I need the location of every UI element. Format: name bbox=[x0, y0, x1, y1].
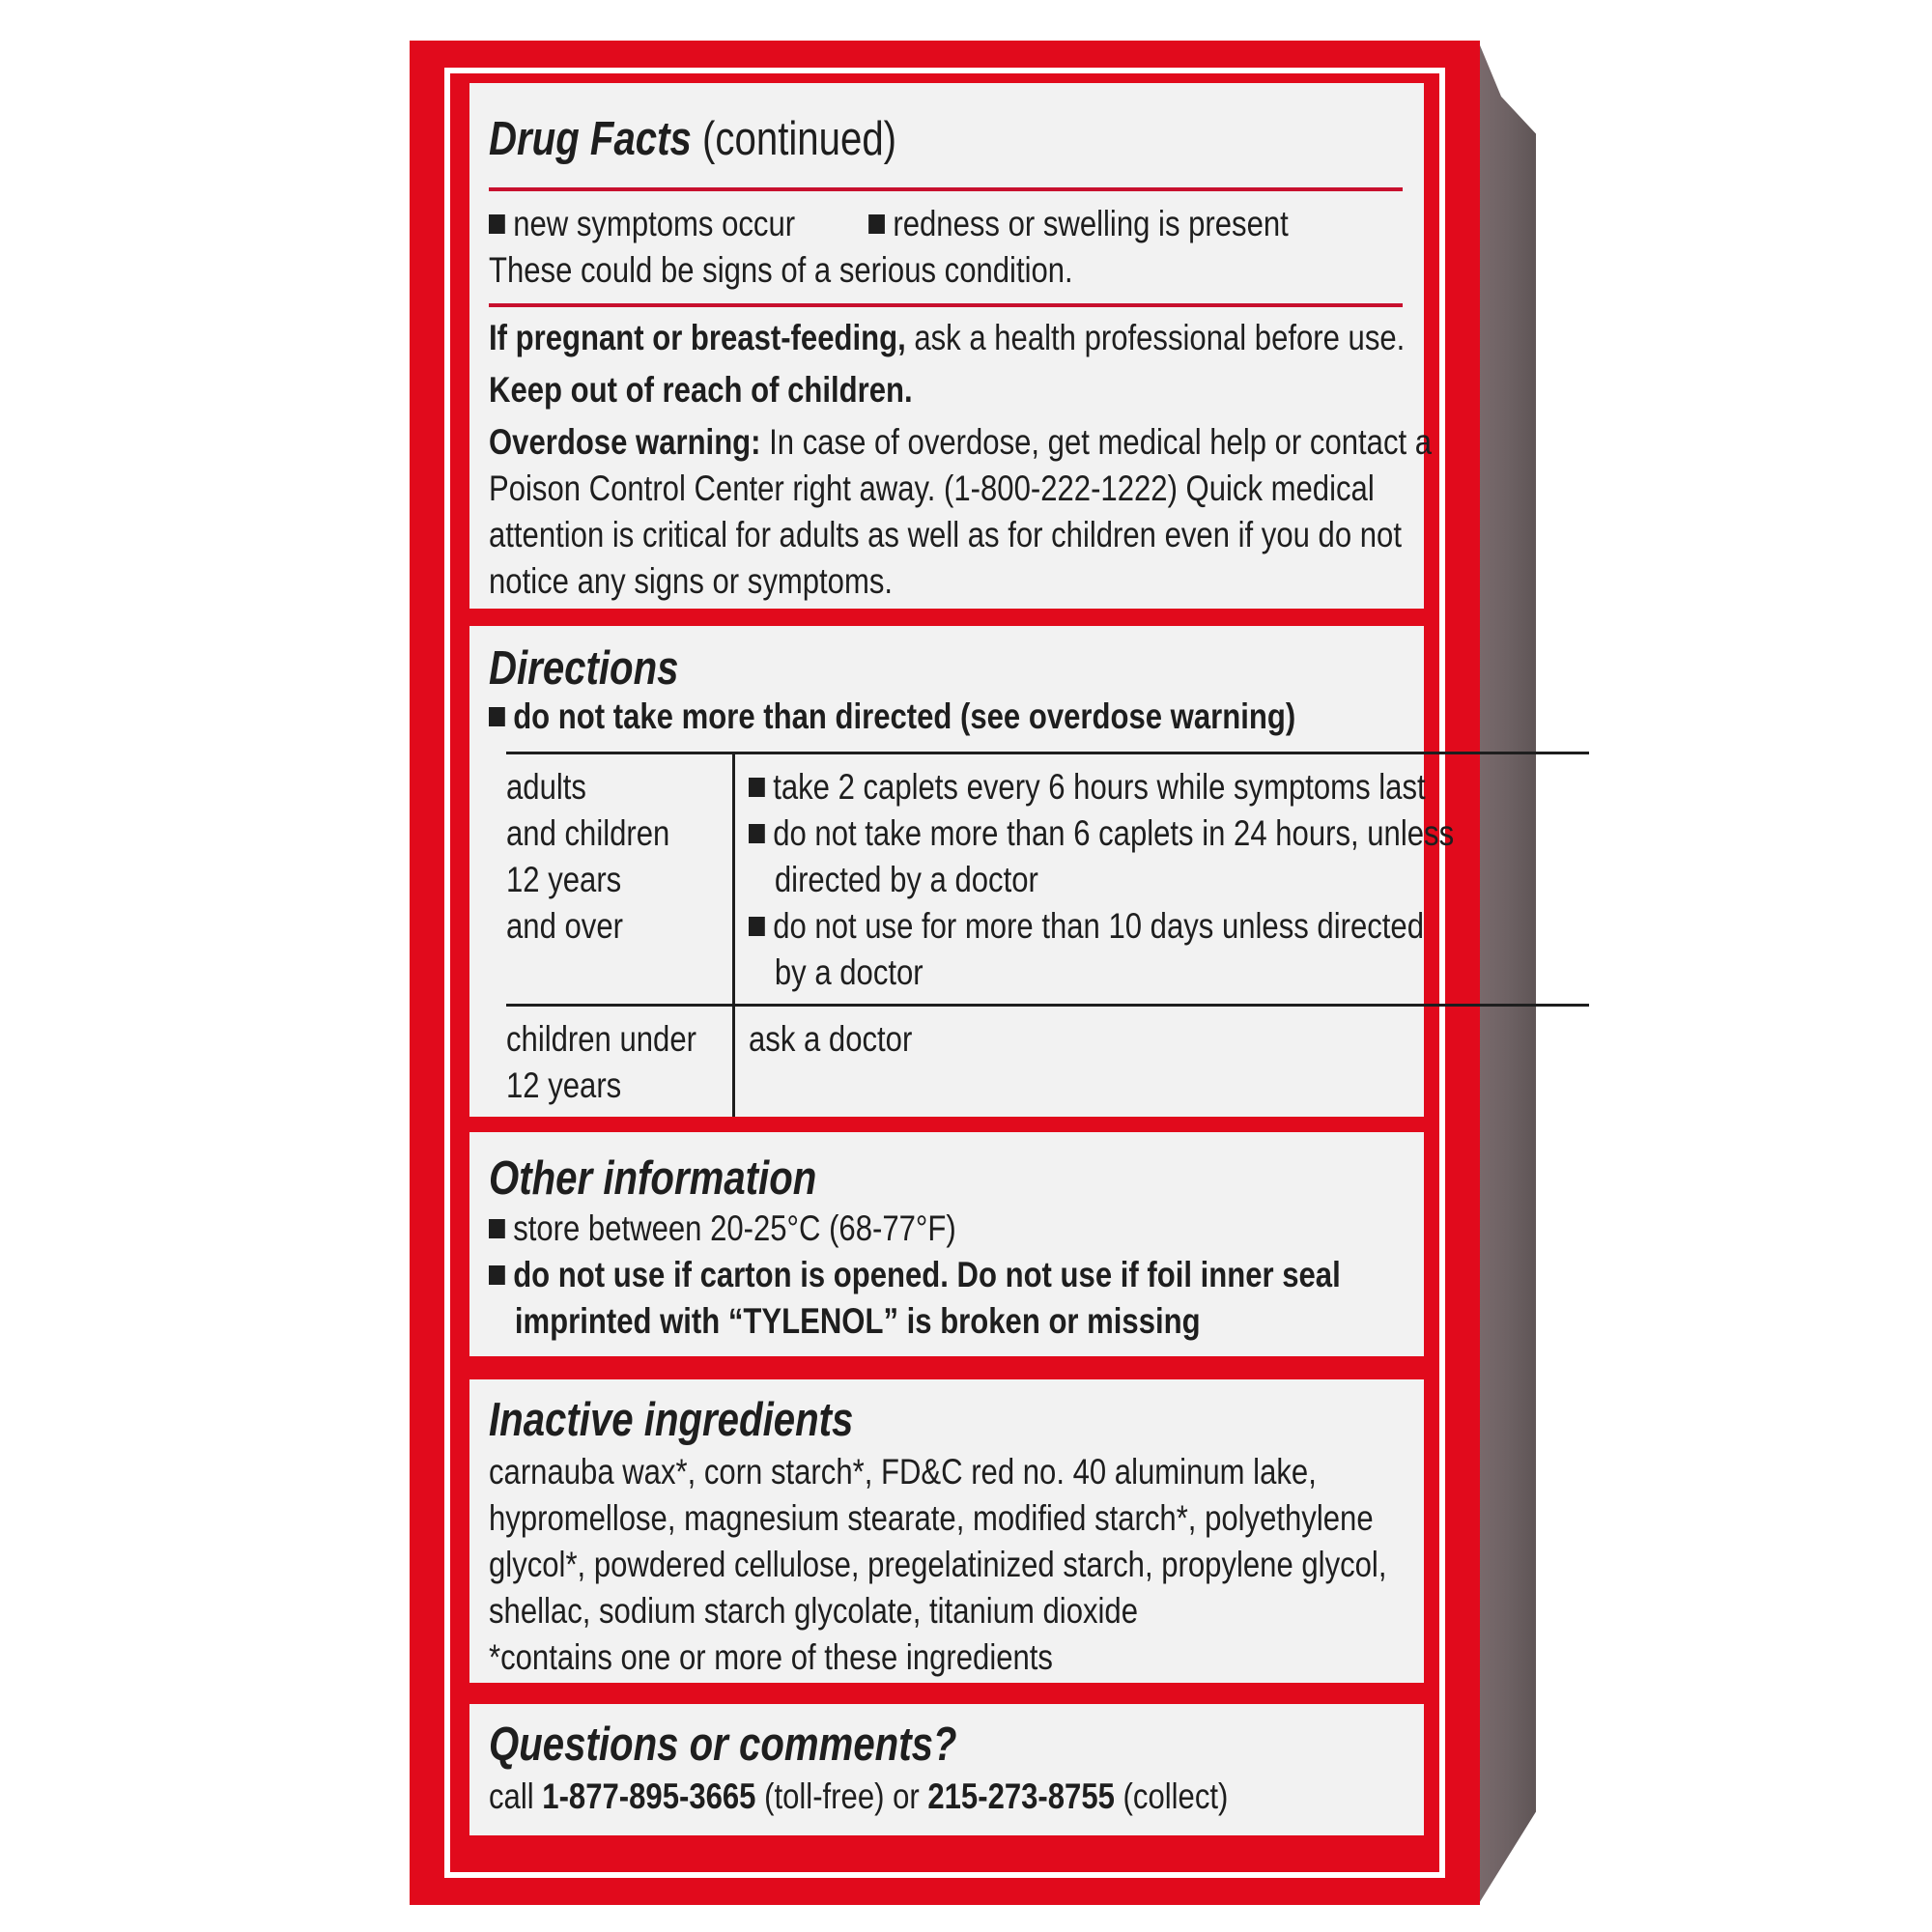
phone-collect[interactable]: 215-273-8755 bbox=[927, 1776, 1115, 1816]
stop-use-note: These could be signs of a serious condition. bbox=[489, 250, 1073, 290]
drug-facts-panel bbox=[469, 83, 1433, 609]
ingredients-line: glycol*, powdered cellulose, pregelatinized starch, propylene glycol, bbox=[489, 1545, 1387, 1584]
dose-cell bbox=[734, 1006, 1589, 1118]
dose-text: by a doctor bbox=[775, 952, 924, 992]
other-info-text: imprinted with “TYLENOL” is broken or missing bbox=[514, 1301, 1201, 1341]
inactive-ingredients-panel bbox=[469, 1379, 1424, 1683]
bullet-icon bbox=[749, 824, 765, 843]
overdose-text-line: In case of overdose, get medical help or contact a bbox=[769, 422, 1433, 462]
other-info-panel bbox=[469, 1132, 1424, 1356]
dose-text: do not use for more than 10 days unless directed bbox=[773, 906, 1425, 946]
age-line: and children bbox=[506, 813, 670, 853]
dose-item bbox=[749, 903, 1454, 950]
drug-facts-continued: (continued) bbox=[702, 113, 897, 165]
table-row bbox=[506, 753, 1589, 1006]
bullet-icon bbox=[489, 1265, 505, 1285]
ingredients-line: *contains one or more of these ingredients bbox=[489, 1637, 1053, 1677]
questions-contact-line bbox=[489, 1774, 1257, 1820]
call-label: call bbox=[489, 1776, 534, 1816]
table-row bbox=[506, 1006, 1589, 1118]
pregnant-text: ask a health professional before use. bbox=[914, 318, 1406, 357]
red-divider bbox=[489, 303, 1403, 307]
dose-text: directed by a doctor bbox=[775, 860, 1039, 899]
overdose-text-line: notice any signs or symptoms. bbox=[489, 561, 894, 601]
ingredients-line: shellac, sodium starch glycolate, titanium dioxide bbox=[489, 1591, 1138, 1631]
overdose-text-line: Poison Control Center right away. (1-800-222-1222) Quick medical bbox=[489, 469, 1375, 508]
other-info-item bbox=[489, 1252, 1341, 1298]
dose-text: do not take more than 6 caplets in 24 hours, unless bbox=[773, 813, 1455, 853]
age-line: and over bbox=[506, 906, 623, 946]
dose-item bbox=[749, 810, 1454, 857]
directions-table bbox=[506, 752, 1589, 1117]
tollfree-label: (toll-free) or bbox=[764, 1776, 920, 1816]
drug-facts-heading: Drug Facts bbox=[489, 113, 692, 165]
questions-title: Questions or comments? bbox=[489, 1719, 957, 1771]
bullet-icon bbox=[749, 917, 765, 936]
bullet-icon bbox=[868, 214, 885, 234]
age-line: 12 years bbox=[506, 1065, 622, 1105]
ingredients-line: hypromellose, magnesium stearate, modified starch*, polyethylene bbox=[489, 1498, 1374, 1538]
dose-cell bbox=[734, 753, 1589, 1006]
dose-item bbox=[749, 764, 1454, 810]
red-divider bbox=[489, 187, 1403, 191]
pregnant-warning bbox=[489, 315, 1406, 361]
age-line: 12 years bbox=[506, 860, 622, 899]
keep-out-warning: Keep out of reach of children. bbox=[489, 370, 913, 410]
bullet-icon bbox=[489, 1219, 505, 1238]
directions-title: Directions bbox=[489, 642, 679, 695]
stop-use-item: new symptoms occur bbox=[513, 204, 796, 243]
drug-facts-title bbox=[489, 110, 1238, 168]
dose-text: ask a doctor bbox=[749, 1019, 913, 1059]
stop-use-list bbox=[489, 201, 1289, 247]
questions-panel bbox=[469, 1704, 1424, 1835]
age-cell bbox=[506, 753, 734, 1006]
other-info-text: do not use if carton is opened. Do not use if foil inner seal bbox=[513, 1255, 1341, 1294]
bullet-icon bbox=[749, 778, 765, 797]
age-cell bbox=[506, 1006, 734, 1118]
other-info-title: Other information bbox=[489, 1152, 817, 1205]
bullet-icon bbox=[489, 214, 505, 234]
carton-front bbox=[410, 41, 1480, 1905]
overdose-warning bbox=[489, 419, 1433, 466]
directions-main-text: do not take more than directed (see overdose warning) bbox=[513, 696, 1296, 736]
pregnant-label: If pregnant or breast-feeding, bbox=[489, 318, 906, 357]
directions-main-item bbox=[489, 694, 1296, 740]
directions-panel bbox=[469, 626, 1455, 1117]
other-info-item bbox=[489, 1206, 1257, 1252]
age-line: children under bbox=[506, 1019, 696, 1059]
phone-tollfree[interactable]: 1-877-895-3665 bbox=[542, 1776, 756, 1816]
overdose-text-line: attention is critical for adults as well as for children even if you do not bbox=[489, 515, 1402, 554]
dose-text: take 2 caplets every 6 hours while symptoms last bbox=[773, 767, 1427, 807]
overdose-label: Overdose warning: bbox=[489, 422, 761, 462]
ingredients-line: carnauba wax*, corn starch*, FD&C red no. 40 aluminum lake, bbox=[489, 1452, 1317, 1492]
inactive-ingredients-title: Inactive ingredients bbox=[489, 1394, 854, 1446]
stop-use-item: redness or swelling is present bbox=[893, 204, 1289, 243]
other-info-text: store between 20-25°C (68-77°F) bbox=[513, 1208, 956, 1248]
bullet-icon bbox=[489, 707, 505, 726]
age-line: adults bbox=[506, 767, 586, 807]
collect-label: (collect) bbox=[1122, 1776, 1229, 1816]
